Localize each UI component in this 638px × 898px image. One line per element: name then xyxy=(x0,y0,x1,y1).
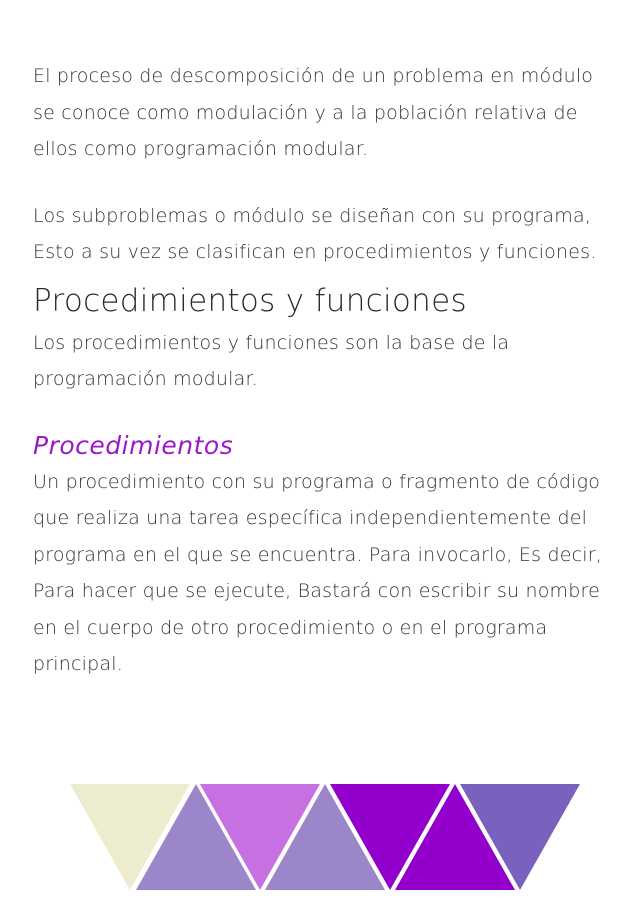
intro-paragraph-1: El proceso de descomposición de un problema en módulo se conoce como modulación y a la población relativa de ellos como programación modular. xyxy=(33,65,594,160)
subsection-title: Procedimientos xyxy=(33,430,234,460)
section-paragraph: Los procedimientos y funciones son la base de la programación modular. xyxy=(33,331,510,390)
document-body xyxy=(33,58,613,683)
section-title: Procedimientos y funciones xyxy=(33,282,467,319)
subsection-paragraph: Un procedimiento con su programa o fragmento de código que realiza una tarea específica independientemente del programa en el que se encuentra. Para invocarlo, Es decir, Para hacer que se ejecute, Bastará con escribir su nombre en el cuerpo de otro procedimiento o en el programa principal. xyxy=(33,470,602,675)
triangle-banner xyxy=(0,778,638,898)
intro-paragraph-2: Los subproblemas o módulo se diseñan con su programa, Esto a su vez se clasifican en procedimientos y funciones. xyxy=(33,204,597,263)
